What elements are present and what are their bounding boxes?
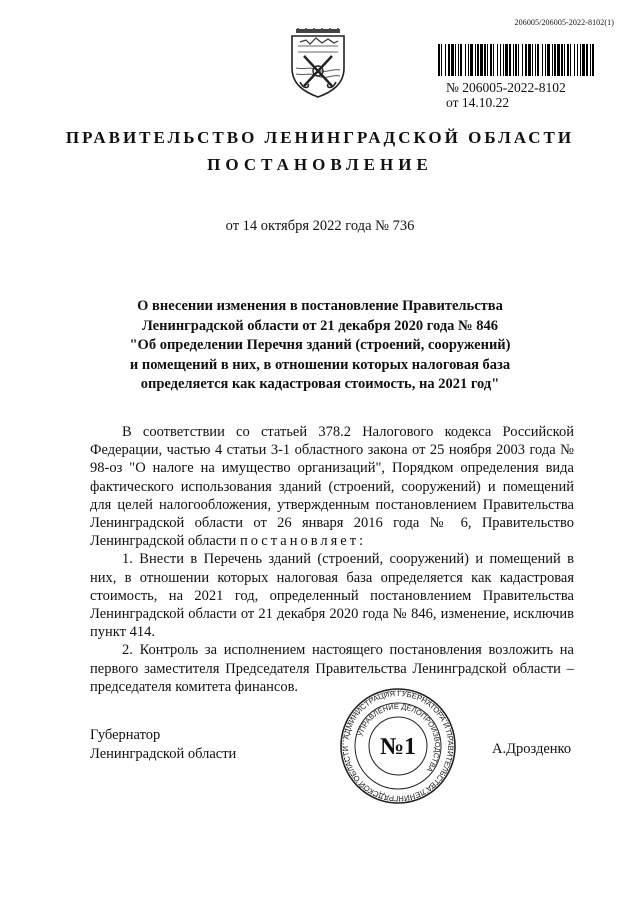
- seal-outer-text: АДМИНИСТРАЦИЯ ГУБЕРНАТОРА И ПРАВИТЕЛЬСТВА ЛЕНИНГРАДСКОЙ ОБЛАСТИ: [340, 688, 456, 804]
- signatory-position-line: Губернатор: [90, 727, 161, 743]
- registration-stamp: [446, 80, 566, 110]
- preamble-paragraph: [90, 423, 574, 550]
- subject-line: определяется как кадастровая стоимость, на 2021 год": [140, 376, 500, 392]
- signatory-position-line: Ленинградской области: [90, 745, 237, 762]
- signatory-name: А.Дрозденко: [492, 741, 572, 757]
- subject-line: О внесении изменения в постановление Правительства: [137, 298, 503, 314]
- subject-line: Ленинградской области от 21 декабря 2020 года № 846: [141, 317, 499, 334]
- official-seal: [338, 686, 458, 806]
- subject-line: "Об определении Перечня зданий (строений, сооружений): [129, 337, 511, 353]
- document-date-number: от 14 октября 2022 года № 736: [225, 218, 415, 234]
- coat-of-arms-emblem: [286, 28, 350, 98]
- organization-heading: ПРАВИТЕЛЬСТВО ЛЕНИНГРАДСКОЙ ОБЛАСТИ: [65, 128, 575, 147]
- resolves-word: постановляет:: [239, 533, 367, 550]
- item-paragraph-1: 1. Внести в Перечень зданий (строений, сооружений) и помещений в них, в отношении которых налоговая база определяется как кадастровая стоимость, на 2021 год, определенный постановлением Правительства Ленинградской области от 21 декабря 2020 года № 846, изменение, исключив пункт 414.: [90, 551, 574, 641]
- registration-number: № 206005-2022-8102: [446, 80, 566, 95]
- registration-date: от 14.10.22: [446, 95, 510, 110]
- document-subject: [100, 297, 540, 395]
- preamble-text: В соответствии со статьей 378.2 Налогового кодекса Российской Федерации, частью 4 статьи 3-1 областного закона от 25 ноября 2003 года № 98-оз "О налоге на имущество организаций", Порядком определения вида фактического использования зданий (строений, сооружений) и помещений для целей налогообложения, утвержденным постановлением Правительства Ленинградской области от 26 января 2016 года № 6, Правительство Ленинградской области: [90, 424, 574, 550]
- seal-inner-text: УПРАВЛЕНИЕ ДЕЛОПРОИЗВОДСТВА: [355, 701, 443, 774]
- seal-number: №1: [379, 734, 417, 760]
- subject-line: и помещений в них, в отношении которых налоговая база: [129, 356, 511, 373]
- document-type-heading: ПОСТАНОВЛЕНИЕ: [207, 155, 433, 174]
- barcode-caption: 206005/206005-2022-8102(1): [514, 18, 614, 27]
- item-paragraph-2: 2. Контроль за исполнением настоящего постановления возложить на первого заместителя Председателя Правительства Ленинградской области – председателя комитета финансов.: [90, 642, 574, 695]
- document-body: [90, 423, 574, 696]
- signatory-position: [90, 726, 236, 763]
- barcode: [438, 44, 594, 76]
